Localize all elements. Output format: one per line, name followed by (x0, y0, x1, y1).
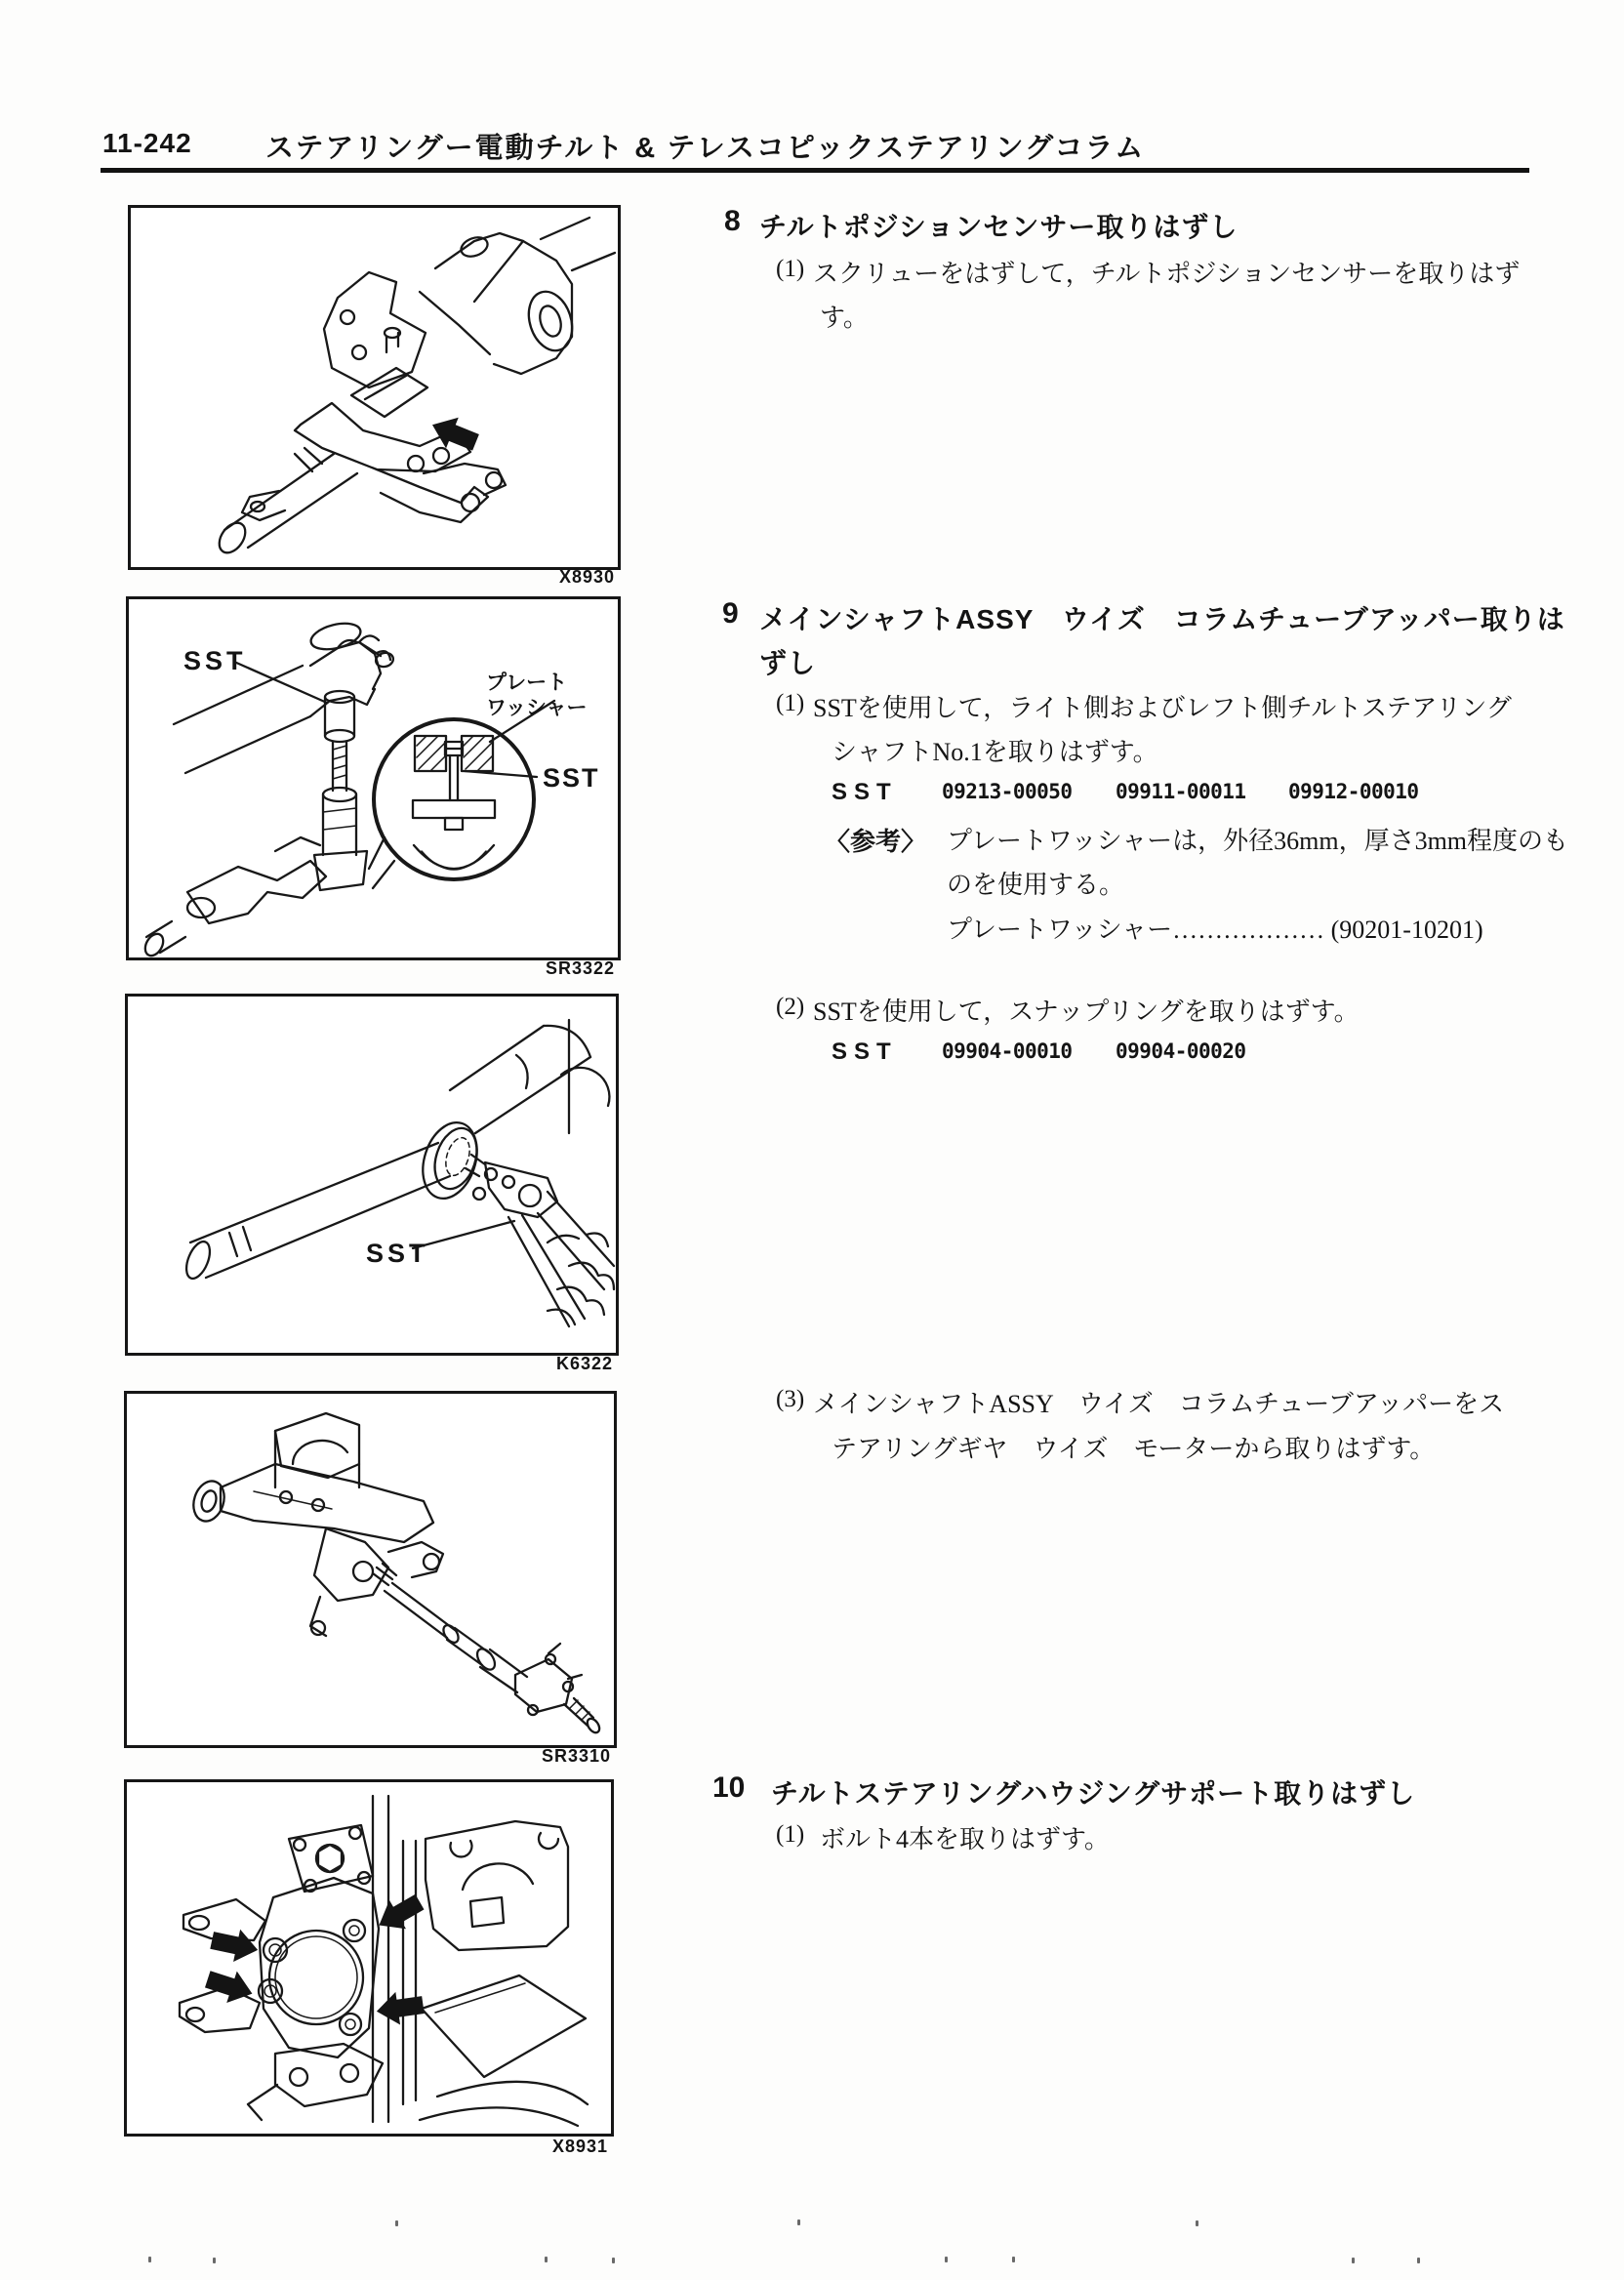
figure-code: SR3322 (545, 958, 615, 978)
figure-main-shaft-assembly (124, 1391, 617, 1748)
sst-number: 09904-00010 (942, 1039, 1073, 1063)
scan-artifact (1196, 2220, 1198, 2226)
reference-label: 〈参考〉 (825, 828, 927, 856)
section-9-title-line2: ずし (759, 648, 817, 678)
sst-shaft-removal-illustration (129, 599, 618, 957)
step-number: (1) (776, 690, 805, 716)
step-text-line: ボルト4本を取りはずす。 (820, 1825, 1110, 1853)
step-text-line: メインシャフトASSY ウイズ コラムチューブアッパーをス (813, 1390, 1505, 1418)
section-8-title: チルトポジションセンサー取りはずし (759, 212, 1238, 242)
figure-housing-support-bolts (124, 1779, 614, 2137)
bold-arrow-icon (209, 1924, 262, 1966)
step-number: (3) (776, 1386, 805, 1412)
bold-arrow-icon (375, 1988, 426, 2027)
step-text-line: スクリューをはずして，チルトポジションセンサーを取りはず (813, 260, 1521, 288)
bold-arrow-icon (203, 1964, 258, 2010)
figure-code: K6322 (555, 1354, 613, 1373)
figure-snap-ring-removal (125, 994, 619, 1356)
sst-label-top: SST (183, 646, 247, 675)
step-text-line: SSTを使用して，ライト側およびレフト側チルトステアリング (813, 694, 1512, 722)
scan-artifact (1352, 2258, 1355, 2263)
sst-label: SST (832, 779, 898, 805)
housing-support-illustration (127, 1782, 611, 2134)
page-title: ステアリングー電動チルト & テレスコピックステアリングコラム (265, 133, 1146, 164)
sst-number: 09213-00050 (942, 780, 1073, 803)
sst-number: 09911-00011 (1116, 780, 1246, 803)
section-8-number: 8 (724, 205, 741, 237)
figure-tilt-position-sensor (128, 205, 621, 570)
reference-text-line: プレートワッシャーは，外径36mm，厚さ3mm程度のも (947, 827, 1569, 855)
plate-washer-label-line2: ワッシャー (486, 697, 588, 719)
figure-code: X8931 (551, 2137, 608, 2156)
tilt-position-sensor-illustration (131, 208, 618, 567)
step-number: (1) (776, 256, 805, 282)
scan-artifact (612, 2258, 615, 2263)
sst-label: SST (366, 1239, 429, 1268)
header-rule (101, 168, 1529, 173)
step-number: (2) (776, 994, 805, 1020)
step-text-line: SSTを使用して，スナップリングを取りはずす。 (813, 998, 1360, 1026)
section-10-number: 10 (712, 1771, 746, 1804)
plate-washer-label-line1: プレート (486, 672, 568, 694)
sst-number: 09904-00020 (1116, 1039, 1246, 1063)
scan-artifact (213, 2258, 216, 2263)
step-text-line: テアリングギヤ ウイズ モーターから取りはずす。 (832, 1435, 1436, 1463)
step-number: (1) (776, 1821, 805, 1848)
section-9-title-line1: メインシャフトASSY ウイズ コラムチューブアッパー取りは (759, 604, 1565, 634)
figure-code: X8930 (558, 567, 615, 587)
step-text-line: シャフトNo.1を取りはずす。 (832, 738, 1158, 766)
step-text-line: す。 (820, 304, 869, 332)
scan-artifact (945, 2257, 948, 2262)
scan-artifact (1012, 2257, 1015, 2262)
scan-artifact (797, 2219, 800, 2225)
scan-artifact (148, 2257, 151, 2262)
scan-artifact (1417, 2258, 1420, 2263)
section-9-number: 9 (722, 597, 739, 630)
sst-label-right: SST (543, 763, 600, 793)
page-number: 11-242 (102, 128, 192, 158)
reference-text-line: プレートワッシャー……………… (90201-10201) (947, 916, 1483, 944)
figure-sst-shaft-removal (126, 596, 621, 960)
scan-artifact (545, 2257, 548, 2262)
snap-ring-pliers-illustration (128, 997, 616, 1353)
section-10-title: チルトステアリングハウジングサポート取りはずし (771, 1778, 1416, 1809)
main-shaft-assembly-illustration (127, 1394, 614, 1745)
sst-label: SST (832, 1038, 898, 1065)
reference-text-line: のを使用する。 (947, 871, 1125, 899)
scan-artifact (395, 2220, 398, 2226)
figure-code: SR3310 (541, 1746, 611, 1766)
sst-number: 09912-00010 (1288, 780, 1419, 803)
